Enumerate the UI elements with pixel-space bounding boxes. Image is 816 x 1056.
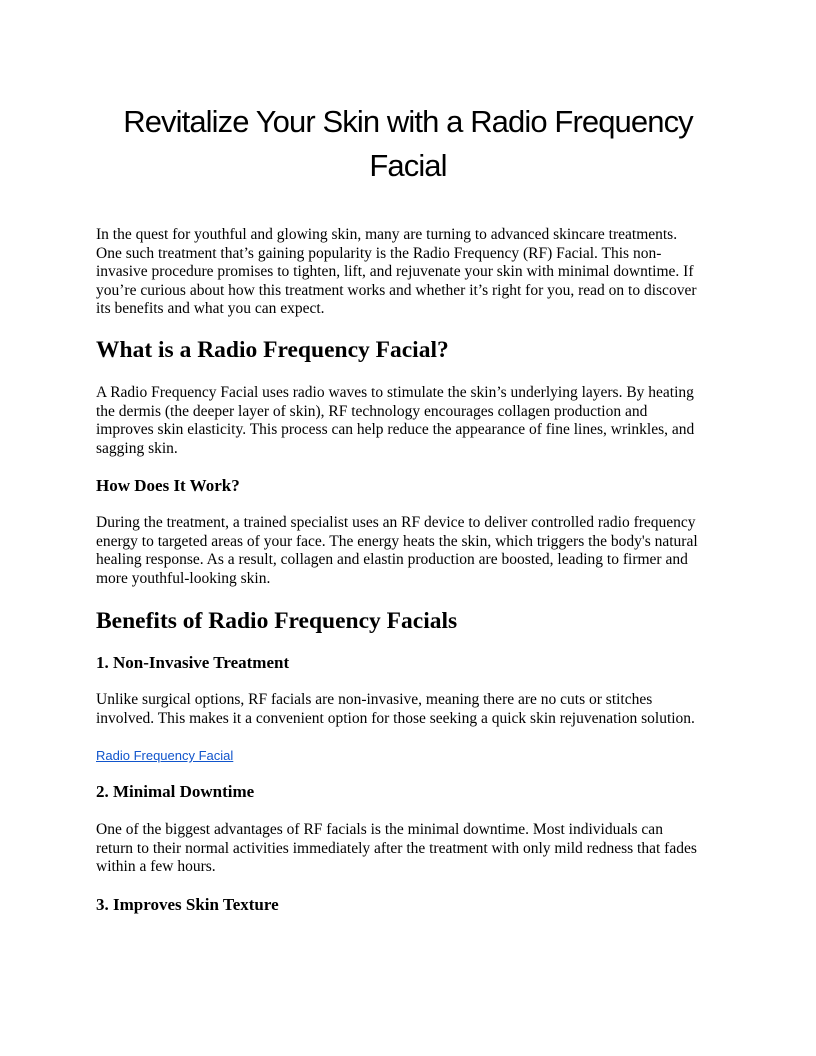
text-line: healing response. As a result, collagen and elastin production are boosted, leading to firmer and xyxy=(96,551,688,568)
text-line: sagging skin. xyxy=(96,439,178,457)
text-line: within a few hours. xyxy=(96,858,216,875)
intro-paragraph xyxy=(96,226,736,319)
text-line: improves skin elasticity. This process can help reduce the appearance of fine lines, wrinkles, and xyxy=(96,421,695,438)
subheading-benefit-1: 1. Non-Invasive Treatment xyxy=(96,653,290,672)
link-wrapper xyxy=(96,747,233,765)
title-line: Facial xyxy=(369,148,447,183)
text-line: In the quest for youthful and glowing skin, many are turning to advanced skincare treatments. xyxy=(96,226,678,243)
text-line: energy to targeted areas of your face. The energy heats the skin, which triggers the body's natural xyxy=(96,532,698,550)
document-title xyxy=(0,102,816,186)
text-line: During the treatment, a trained specialist uses an RF device to deliver controlled radio frequency xyxy=(96,514,696,531)
text-line: One of the biggest advantages of RF facials is the minimal downtime. Most individuals can xyxy=(96,821,663,838)
subheading-benefit-2: 2. Minimal Downtime xyxy=(96,782,255,801)
how-paragraph xyxy=(96,514,736,588)
what-paragraph xyxy=(96,384,736,458)
benefit-2-paragraph xyxy=(96,821,736,877)
text-line: you’re curious about how this treatment works and whether it’s right for you, read on to discover xyxy=(96,281,697,299)
text-line: One such treatment that’s gaining popularity is the Radio Frequency (RF) Facial. This non- xyxy=(96,244,662,262)
text-line: invasive procedure promises to tighten, lift, and rejuvenate your skin with minimal downtime. If xyxy=(96,263,694,280)
section-heading-what: What is a Radio Frequency Facial? xyxy=(96,337,449,363)
section-heading-benefits: Benefits of Radio Frequency Facials xyxy=(96,608,458,634)
text-line: the dermis (the deeper layer of skin), RF technology encourages collagen production and xyxy=(96,402,648,420)
title-line: Revitalize Your Skin with a Radio Frequency xyxy=(123,104,693,139)
subheading-benefit-3: 3. Improves Skin Texture xyxy=(96,895,279,914)
subheading-how: How Does It Work? xyxy=(96,476,240,495)
text-line: A Radio Frequency Facial uses radio waves to stimulate the skin’s underlying layers. By heating xyxy=(96,384,694,401)
text-line: Unlike surgical options, RF facials are non-invasive, meaning there are no cuts or stitches xyxy=(96,691,653,708)
text-line: more youthful-looking skin. xyxy=(96,569,271,587)
benefit-1-paragraph xyxy=(96,691,736,728)
text-line: its benefits and what you can expect. xyxy=(96,300,325,317)
text-line: involved. This makes it a convenient option for those seeking a quick skin rejuvenation solution. xyxy=(96,709,695,727)
radio-frequency-facial-link[interactable]: Radio Frequency Facial xyxy=(96,748,234,763)
text-line: return to their normal activities immediately after the treatment with only mild redness that fades xyxy=(96,839,697,857)
